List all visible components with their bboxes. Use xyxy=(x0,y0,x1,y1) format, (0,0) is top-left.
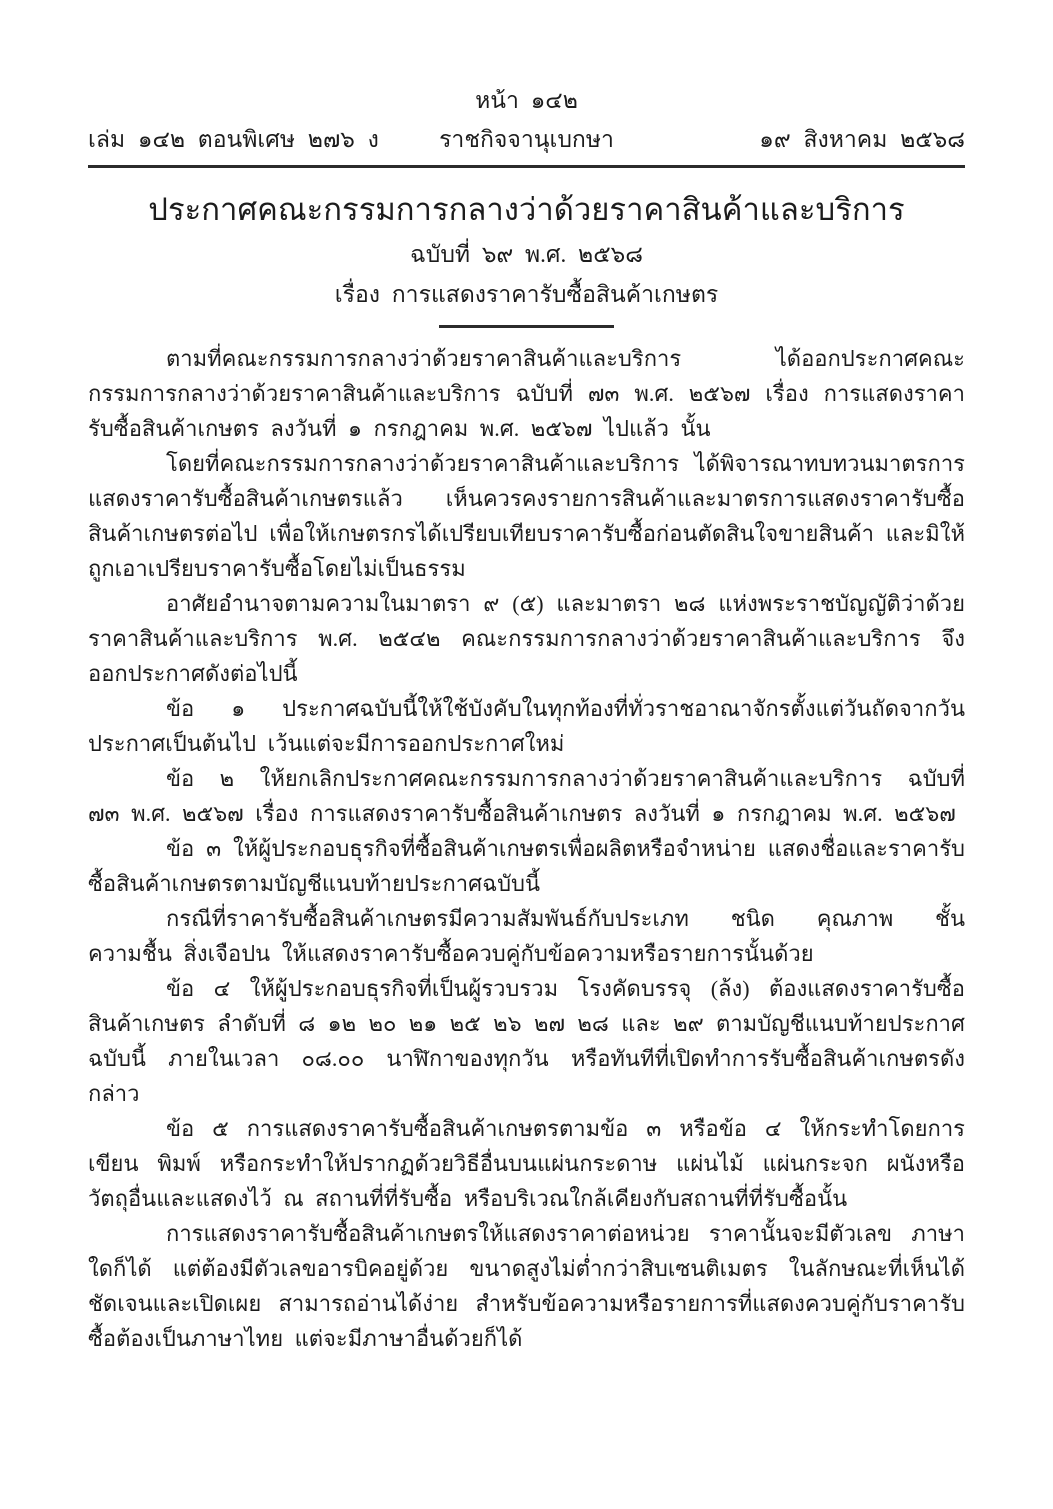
body-paragraph: ข้อ ๑ ประกาศฉบับนี้ให้ใช้บังคับในทุกท้องที่ทั่วราชอาณาจักรตั้งแต่วันถัดจากวันประกาศเป็นต้นไป เว้นแต่จะมีการออกประกาศใหม่ xyxy=(88,696,965,756)
body-paragraph: โดยที่คณะกรรมการกลางว่าด้วยราคาสินค้าและบริการ ได้พิจารณาทบทวนมาตรการแสดงราคารับซื้อสินค้าเกษตรแล้ว เห็นควรคงรายการสินค้าและมาตรการแสดงราคารับซื้อสินค้าเกษตรต่อไป เพื่อให้เกษตรกรได้เปรียบเทียบราคารับซื้อก่อนตัดสินใจขายสินค้า และมิให้ถูกเอาเปรียบราคารับซื้อโดยไม่เป็นธรรม xyxy=(88,451,965,581)
body-paragraph: ข้อ ๔ ให้ผู้ประกอบธุรกิจที่เป็นผู้รวบรวม โรงคัดบรรจุ (ล้ง) ต้องแสดงราคารับซื้อสินค้าเกษตร ลำดับที่ ๘ ๑๒ ๒๐ ๒๑ ๒๕ ๒๖ ๒๗ ๒๘ และ ๒๙ ตามบัญชีแนบท้ายประกาศฉบับนี้ ภายในเวลา ๐๘.๐๐ นาฬิกาของทุกวัน หรือทันทีที่เปิดทำการรับซื้อสินค้าเกษตรดังกล่าว xyxy=(88,976,965,1106)
body-paragraph: กรณีที่ราคารับซื้อสินค้าเกษตรมีความสัมพันธ์กับประเภท ชนิด คุณภาพ ชั้น ความชื้น สิ่งเจือปน ให้แสดงราคารับซื้อควบคู่กับข้อความหรือรายการนั้นด้วย xyxy=(88,906,965,966)
gazette-name: ราชกิจจานุเบกษา xyxy=(439,127,614,152)
body-paragraph: ตามที่คณะกรรมการกลางว่าด้วยราคาสินค้าและบริการ ได้ออกประกาศคณะกรรมการกลางว่าด้วยราคาสินค้าและบริการ ฉบับที่ ๗๓ พ.ศ. ๒๕๖๗ เรื่อง การแสดงราคารับซื้อสินค้าเกษตร ลงวันที่ ๑ กรกฎาคม พ.ศ. ๒๕๖๗ ไปแล้ว นั้น xyxy=(88,346,965,441)
body-paragraph: ข้อ ๕ การแสดงราคารับซื้อสินค้าเกษตรตามข้อ ๓ หรือข้อ ๔ ให้กระทำโดยการเขียน พิมพ์ หรือกระทำให้ปรากฏด้วยวิธีอื่นบนแผ่นกระดาษ แผ่นไม้ แผ่นกระจก ผนังหรือวัตถุอื่นและแสดงไว้ ณ สถานที่ที่รับซื้อ หรือบริเวณใกล้เคียงกับสถานที่ที่รับซื้อนั้น xyxy=(88,1116,965,1211)
publication-date: ๑๙ สิงหาคม ๒๕๖๘ xyxy=(759,127,966,152)
announcement-title: ประกาศคณะกรรมการกลางว่าด้วยราคาสินค้าและบริการ xyxy=(148,192,905,227)
issue-number: ฉบับที่ ๖๙ พ.ศ. ๒๕๖๘ xyxy=(410,242,643,267)
document-body xyxy=(88,341,965,1356)
body-paragraph: อาศัยอำนาจตามความในมาตรา ๙ (๕) และมาตรา ๒๘ แห่งพระราชบัญญัติว่าด้วยราคาสินค้าและบริการ พ.ศ. ๒๕๔๒ คณะกรรมการกลางว่าด้วยราคาสินค้าและบริการ จึงออกประกาศดังต่อไปนี้ xyxy=(88,591,965,686)
title-divider xyxy=(439,325,614,328)
volume-info: เล่ม ๑๔๒ ตอนพิเศษ ๒๗๖ ง xyxy=(88,127,379,152)
page-number-label: หน้า ๑๔๒ xyxy=(475,88,578,113)
body-paragraph: การแสดงราคารับซื้อสินค้าเกษตรให้แสดงราคาต่อหน่วย ราคานั้นจะมีตัวเลข ภาษาใดก็ได้ แต่ต้องมีตัวเลขอารบิคอยู่ด้วย ขนาดสูงไม่ต่ำกว่าสิบเซนติเมตร ในลักษณะที่เห็นได้ชัดเจนและเปิดเผย สามารถอ่านได้ง่าย สำหรับข้อความหรือรายการที่แสดงควบคู่กับราคารับซื้อต้องเป็นภาษาไทย แต่จะมีภาษาอื่นด้วยก็ได้ xyxy=(88,1221,965,1351)
body-paragraph: ข้อ ๓ ให้ผู้ประกอบธุรกิจที่ซื้อสินค้าเกษตรเพื่อผลิตหรือจำหน่าย แสดงชื่อและราคารับซื้อสินค้าเกษตรตามบัญชีแนบท้ายประกาศฉบับนี้ xyxy=(88,836,965,896)
body-paragraph: ข้อ ๒ ให้ยกเลิกประกาศคณะกรรมการกลางว่าด้วยราคาสินค้าและบริการ ฉบับที่ ๗๓ พ.ศ. ๒๕๖๗ เรื่อง การแสดงราคารับซื้อสินค้าเกษตร ลงวันที่ ๑ กรกฎาคม พ.ศ. ๒๕๖๗ xyxy=(88,766,965,826)
subject-line: เรื่อง การแสดงราคารับซื้อสินค้าเกษตร xyxy=(334,282,719,307)
header-rule xyxy=(88,165,965,168)
title-block xyxy=(88,190,965,328)
page-header xyxy=(88,125,965,155)
